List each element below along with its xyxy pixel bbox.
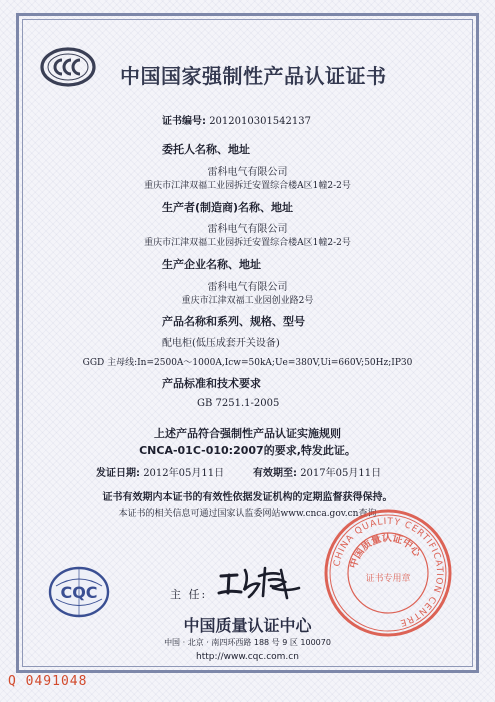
standard-heading: 产品标准和技术要求 — [162, 377, 261, 390]
svg-text:证书专用章: 证书专用章 — [365, 574, 411, 584]
product-spec: GGD 主母线:In=2500A～1000A,Icw=50kA;Ue=380V,Ui=660V;50Hz;IP30 — [82, 358, 413, 368]
certificate-number-label: 证书编号: — [162, 116, 206, 127]
certificate-title: 中国国家强制性产品认证证书 — [120, 64, 387, 88]
issue-date — [96, 464, 224, 479]
ccc-logo-icon — [40, 47, 96, 87]
svg-text:中国质量认证中心: 中国质量认证中心 — [348, 532, 423, 570]
official-seal-stamp — [321, 506, 455, 640]
product-heading: 产品名称和系列、规格、型号 — [162, 315, 305, 328]
org-website: http://www.cqc.com.cn — [196, 652, 299, 662]
validity-note: 证书有效期内本证书的有效性依据发证机构的定期监督获得保持。 — [102, 492, 393, 503]
manufacturer-name: 雷科电气有限公司 — [207, 224, 288, 235]
org-address: 中国 · 北京 · 南四环西路 188 号 9 区 100070 — [164, 638, 331, 647]
client-name: 雷科电气有限公司 — [207, 167, 288, 178]
client-heading: 委托人名称、地址 — [162, 143, 250, 156]
client-address: 重庆市江津双福工业园拆迁安置综合楼A区1幢2-2号 — [144, 181, 351, 191]
certificate-number — [162, 112, 311, 127]
issue-date-label: 发证日期: — [96, 468, 140, 479]
cqc-logo-text: CQC — [60, 583, 98, 602]
lookup-note: 本证书的相关信息可通过国家认监委网站www.cnca.gov.cn查询 — [118, 509, 377, 519]
factory-address: 重庆市江津双福工业园创业路2号 — [181, 296, 314, 306]
standard-value: GB 7251.1-2005 — [197, 398, 280, 409]
expiry-date — [253, 464, 381, 479]
certificate-number-value: 2012010301542137 — [209, 116, 311, 127]
factory-heading: 生产企业名称、地址 — [162, 258, 261, 271]
svg-text:CHINA QUALITY CERTIFICATION CE: CHINA QUALITY CERTIFICATION CENTRE — [332, 516, 445, 628]
product-name: 配电柜(低压成套开关设备) — [162, 338, 280, 349]
compliance-line-2: CNCA-01C-010:2007的要求,特发此证。 — [139, 444, 356, 457]
org-name: 中国质量认证中心 — [183, 616, 312, 635]
issue-date-value: 2012年05月11日 — [143, 468, 225, 479]
factory-name: 雷科电气有限公司 — [207, 282, 288, 293]
director-signature — [215, 562, 305, 602]
manufacturer-address: 重庆市江津双福工业园拆迁安置综合楼A区1幢2-2号 — [144, 238, 351, 248]
compliance-line-1: 上述产品符合强制性产品认证实施规则 — [154, 427, 341, 440]
expiry-date-value: 2017年05月11日 — [300, 468, 382, 479]
director-label: 主 任: — [170, 588, 208, 601]
cqc-logo-icon — [48, 566, 110, 618]
serial-number: Q 0491048 — [8, 674, 88, 689]
expiry-date-label: 有效期至: — [253, 468, 297, 479]
manufacturer-heading: 生产者(制造商)名称、地址 — [162, 201, 294, 214]
